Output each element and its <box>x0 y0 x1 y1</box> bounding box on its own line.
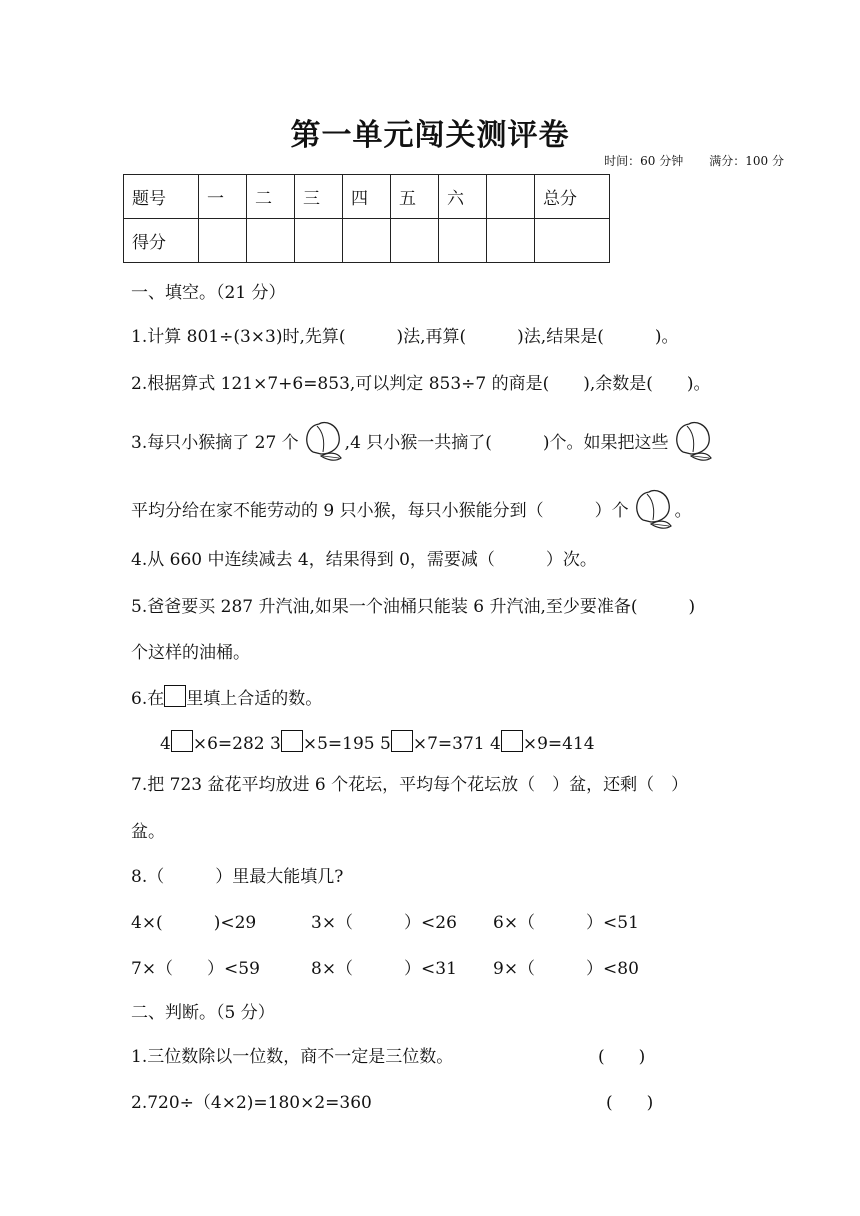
equation-digit: 3 <box>270 734 281 754</box>
equation-digit: 4 <box>490 734 501 754</box>
full-score: 满分：100 分 <box>709 154 784 168</box>
question-1-8: 8.（ ）里最大能填几? <box>131 867 344 887</box>
q6-text-b: 里填上合适的数。 <box>186 689 323 709</box>
score-table-header-row <box>124 175 610 219</box>
score-cell: 一 <box>199 175 247 219</box>
equation <box>160 734 265 754</box>
question-1-3-line1 <box>131 408 715 478</box>
question-1-5-line1: 5.爸爸要买 287 升汽油,如果一个油桶只能装 6 升汽油,至少要准备( ) <box>131 597 696 617</box>
equation <box>380 734 485 754</box>
score-cell: 题号 <box>124 175 199 219</box>
q3-text-b: ,4 只小猴一共摘了( )个。如果把这些 <box>344 433 669 453</box>
score-table <box>123 174 610 263</box>
score-cell-empty <box>487 219 535 263</box>
q3-text-c: 平均分给在家不能劳动的 9 只小猴，每只小猴能分到（ ）个 <box>131 501 629 521</box>
question-1-3-line2 <box>131 476 692 546</box>
answer-paren: ( ) <box>598 1047 646 1067</box>
equation <box>490 734 595 754</box>
equation-digit: 5 <box>380 734 391 754</box>
question-1-7-line1: 7.把 723 盆花平均放进 6 个花坛，平均每个花坛放（ ）盆，还剩（ ） <box>131 775 689 795</box>
equation-rest: ×6=282 <box>192 734 265 754</box>
question-1-5-line2: 个这样的油桶。 <box>131 643 250 663</box>
answer-box <box>281 730 303 752</box>
equation-rest: ×9=414 <box>522 734 595 754</box>
score-cell-empty <box>439 219 487 263</box>
q3-text-a: 3.每只小猴摘了 27 个 <box>131 433 299 453</box>
question-1-2: 2.根据算式 121×7+6=853,可以判定 853÷7 的商是( ),余数是( )。 <box>131 374 711 394</box>
q8-item: 4×( )<29 <box>131 913 257 933</box>
section2-heading: 二、判断。（5 分） <box>131 1003 275 1023</box>
score-cell: 六 <box>439 175 487 219</box>
score-cell: 五 <box>391 175 439 219</box>
question-1-6 <box>131 684 322 709</box>
equation-digit: 4 <box>160 734 171 754</box>
score-cell-empty <box>535 219 610 263</box>
equation-rest: ×7=371 <box>412 734 485 754</box>
exam-meta <box>604 152 784 169</box>
q3-text-d: 。 <box>674 501 692 521</box>
time-limit: 时间：60 分钟 <box>604 154 684 168</box>
score-cell-empty <box>247 219 295 263</box>
question-2-2: 2.720÷（4×2)=180×2=360 <box>131 1093 372 1113</box>
score-cell-empty <box>391 219 439 263</box>
score-cell: 总分 <box>535 175 610 219</box>
score-cell: 四 <box>343 175 391 219</box>
q6-text-a: 6.在 <box>131 689 165 709</box>
peach-icon <box>669 418 715 470</box>
answer-paren: ( ) <box>606 1093 654 1113</box>
q8-item: 7×（ ）<59 <box>131 959 260 979</box>
score-cell-empty <box>199 219 247 263</box>
score-table-score-row <box>124 219 610 263</box>
answer-box <box>164 685 186 707</box>
score-cell-empty <box>295 219 343 263</box>
question-1-1: 1.计算 801÷(3×3)时,先算( )法,再算( )法,结果是( )。 <box>131 327 679 347</box>
q8-item: 9×（ ）<80 <box>493 959 639 979</box>
page-title: 第一单元闯关测评卷 <box>290 118 570 153</box>
answer-box <box>391 730 413 752</box>
answer-box <box>501 730 523 752</box>
q8-item: 3×（ ）<26 <box>311 913 457 933</box>
score-cell: 二 <box>247 175 295 219</box>
question-2-1: 1.三位数除以一位数，商不一定是三位数。 <box>131 1047 454 1067</box>
section1-heading: 一、填空。（21 分） <box>131 283 286 303</box>
peach-icon <box>629 486 675 538</box>
answer-box <box>171 730 193 752</box>
score-cell <box>487 175 535 219</box>
q8-item: 6×（ ）<51 <box>493 913 639 933</box>
question-1-6-equations <box>160 730 595 754</box>
equation <box>270 734 375 754</box>
score-cell: 得分 <box>124 219 199 263</box>
equation-rest: ×5=195 <box>302 734 375 754</box>
q8-item: 8×（ ）<31 <box>311 959 457 979</box>
score-cell: 三 <box>295 175 343 219</box>
question-1-7-line2: 盆。 <box>131 822 165 842</box>
question-1-4: 4.从 660 中连续减去 4，结果得到 0，需要减（ ）次。 <box>131 550 597 570</box>
score-cell-empty <box>343 219 391 263</box>
peach-icon <box>299 418 345 470</box>
